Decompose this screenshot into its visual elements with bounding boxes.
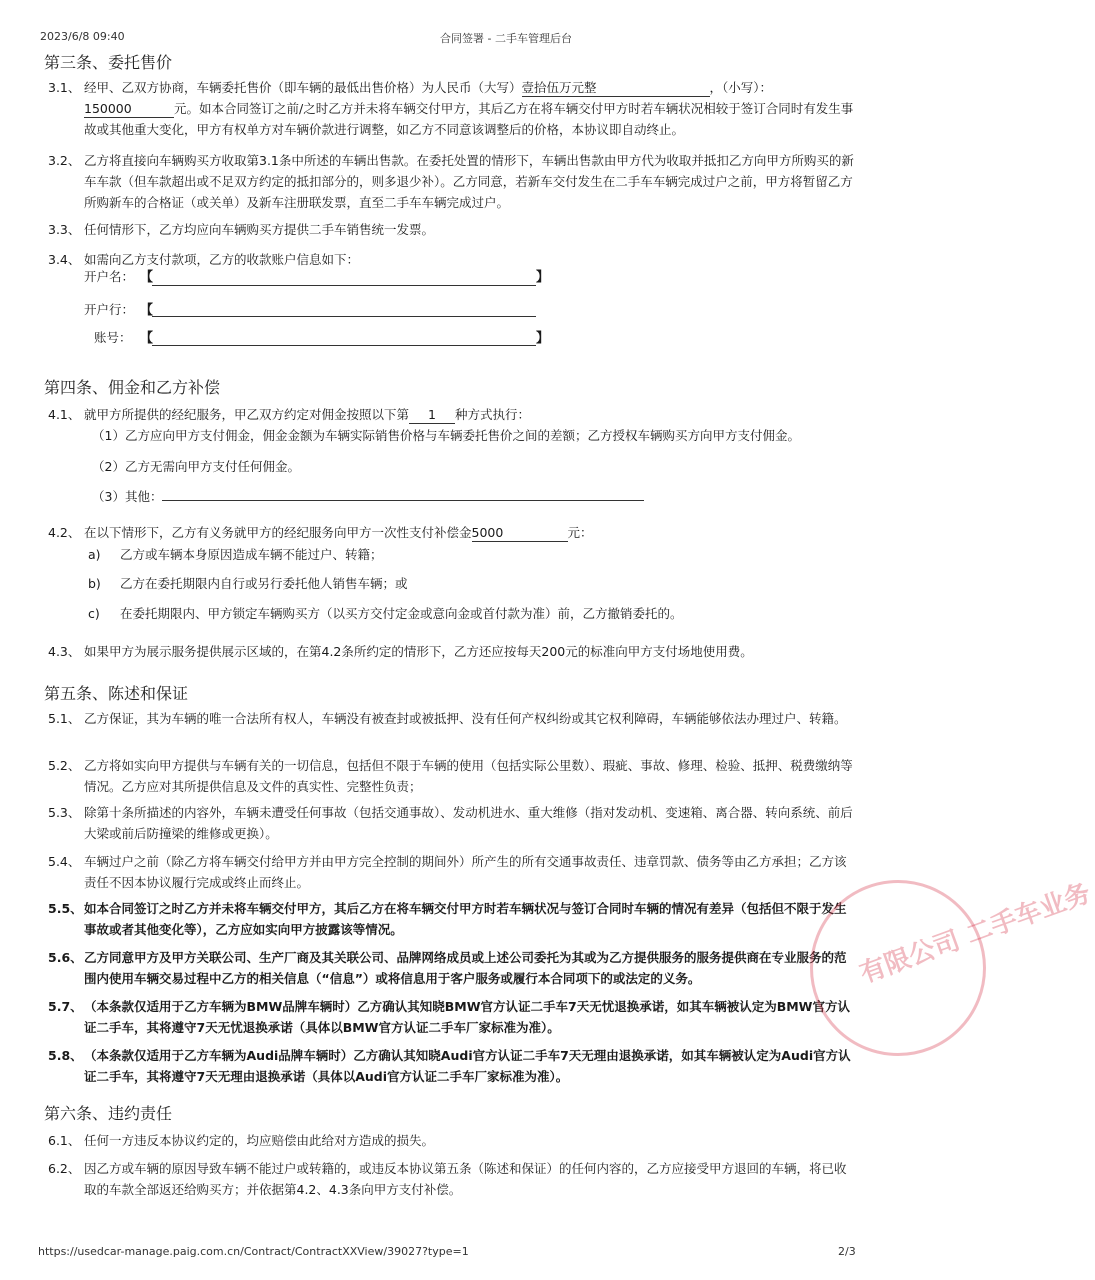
clause-5-2 (48, 755, 858, 797)
clause-text: （本条款仅适用于乙方车辆为Audi品牌车辆时）乙方确认其知晓Audi官方认证二手车7天无理由退换承诺，如其车辆被认定为Audi官方认证二手车，其将遵守7天无理由退换承诺（具体以Audi官方认证二手车厂家标准为准）。 (84, 1048, 851, 1084)
clause-text: 如果甲方为展示服务提供展示区域的，在第4.2条所约定的情形下，乙方还应按每天200元的标准向甲方支付场地使用费。 (84, 644, 753, 659)
list-item-a: 乙方或车辆本身原因造成车辆不能过户、转籍； (120, 547, 383, 562)
compensation-amount-field: 5000 (472, 525, 568, 542)
account-bank-label: 开户行： (84, 302, 135, 317)
clause-text: 除第十条所描述的内容外，车辆未遭受任何事故（包括交通事故）、发动机进水、重大维修（指对发动机、变速箱、离合器、转向系统、前后大梁或前后防撞梁的维修或更换）。 (84, 805, 853, 841)
clause-text: 种方式执行： (455, 407, 531, 422)
amount-upper-field: 壹拾伍万元整 (522, 80, 710, 97)
clause-3-1 (48, 77, 858, 140)
clause-text: 乙方将直接向车辆购买方收取第3.1条中所述的车辆出售款。在委托处置的情形下，车辆出售款由甲方代为收取并抵扣乙方向甲方所购买的新车车款（但车款超出或不足双方约定的抵扣部分的，则多退少补）。乙方同意，若新车交付发生在二手车车辆完成过户之前，甲方将暂留乙方所购新车的合格证（或关单）及新车注册联发票，直至二手车车辆完成过户。 (84, 153, 854, 210)
company-seal (810, 878, 1095, 1056)
list-label-c: c) (88, 606, 100, 621)
clause-4-2 (48, 522, 858, 543)
clause-number: 5.4、 (48, 854, 81, 869)
account-name-line (152, 285, 536, 286)
clause-4-1 (48, 404, 858, 425)
clause-3-3 (48, 219, 858, 240)
commission-option-2: （2）乙方无需向甲方支付任何佣金。 (92, 459, 300, 474)
clause-text: 任何情形下，乙方均应向车辆购买方提供二手车销售统一发票。 (84, 222, 435, 237)
clause-3-2 (48, 150, 858, 213)
bracket-open: 【 (140, 270, 154, 285)
other-option-line (162, 500, 644, 501)
bracket-open: 【 (140, 303, 154, 318)
clause-number: 5.3、 (48, 805, 81, 820)
page-url: https://usedcar-manage.paig.com.cn/Contract/ContractXXView/39027?type=1 (38, 1245, 469, 1258)
article-3-title: 第三条、委托售价 (44, 53, 173, 72)
account-number-line (152, 345, 536, 346)
bracket-close: 】 (536, 331, 550, 346)
clause-text: 乙方同意甲方及甲方关联公司、生产厂商及其关联公司、品牌网络成员或上述公司委托为其或为乙方提供服务的服务提供商在专业服务的范围内使用车辆交易过程中乙方的相关信息（“信息”）或将信息用于客户服务或履行本合同项下的或法定的义务。 (84, 950, 847, 986)
clause-text: 元： (567, 525, 593, 540)
clause-number: 4.1、 (48, 407, 81, 422)
clause-text: 经甲、乙双方协商，车辆委托售价（即车辆的最低出售价格）为人民币（大写） (84, 80, 522, 95)
clause-5-6 (48, 947, 858, 989)
clause-text: 因乙方或车辆的原因导致车辆不能过户或转籍的，或违反本协议第五条（陈述和保证）的任何内容的，乙方应接受甲方退回的车辆，将已收取的车款全部返还给购买方；并依据第4.2、4.3条向甲方支付补偿。 (84, 1161, 847, 1197)
account-number-label: 账号： (94, 330, 132, 345)
account-name-label: 开户名： (84, 269, 135, 284)
article-4-title: 第四条、佣金和乙方补偿 (44, 378, 221, 397)
article-5-title: 第五条、陈述和保证 (44, 684, 189, 703)
list-label-a: a) (88, 547, 101, 562)
clause-4-3 (48, 641, 858, 662)
clause-number: 6.1、 (48, 1133, 81, 1148)
article-6-title: 第六条、违约责任 (44, 1104, 173, 1123)
print-datetime: 2023/6/8 09:40 (40, 30, 125, 43)
page-number: 2/3 (838, 1245, 856, 1258)
clause-text: ，（小写）： (709, 80, 773, 95)
clause-6-2 (48, 1158, 858, 1200)
clause-number: 3.2、 (48, 153, 81, 168)
clause-number: 6.2、 (48, 1161, 81, 1176)
clause-number: 5.8、 (48, 1048, 83, 1063)
clause-number: 5.2、 (48, 758, 81, 773)
amount-lower-field: 150000 (84, 101, 174, 118)
clause-number: 3.3、 (48, 222, 81, 237)
bracket-close: 】 (536, 270, 550, 285)
clause-number: 4.3、 (48, 644, 81, 659)
clause-number: 3.4、 (48, 252, 81, 267)
list-item-b: 乙方在委托期限内自行或另行委托他人销售车辆；或 (120, 576, 408, 591)
list-label-b: b) (88, 576, 101, 591)
seal-text: 有限公司 二手车业务 (856, 878, 1095, 990)
clause-number: 3.1、 (48, 80, 81, 95)
clause-5-4 (48, 851, 858, 893)
clause-number: 5.5、 (48, 901, 83, 916)
list-item-c: 在委托期限内、甲方锁定车辆购买方（以买方交付定金或意向金或首付款为准）前，乙方撤销委托的。 (120, 606, 683, 621)
clause-text: 如本合同签订之时乙方并未将车辆交付甲方，其后乙方在将车辆交付甲方时若车辆状况与签订合同时车辆的情况有差异（包括但不限于发生事故或者其他变化等），乙方应如实向甲方披露该等情况。 (84, 901, 847, 937)
account-bank-line (152, 316, 536, 317)
clause-text: （本条款仅适用于乙方车辆为BMW品牌车辆时）乙方确认其知晓BMW官方认证二手车7天无忧退换承诺，如其车辆被认定为BMW官方认证二手车，其将遵守7天无忧退换承诺（具体以BMW官方认证二手车厂家标准为准）。 (84, 999, 850, 1035)
clause-number: 5.6、 (48, 950, 83, 965)
clause-text: 车辆过户之前（除乙方将车辆交付给甲方并由甲方完全控制的期间外）所产生的所有交通事故责任、违章罚款、债务等由乙方承担；乙方该责任不因本协议履行完成或终止而终止。 (84, 854, 847, 890)
clause-5-8 (48, 1045, 858, 1087)
clause-text: 就甲方所提供的经纪服务，甲乙双方约定对佣金按照以下第 (84, 407, 410, 422)
clause-5-1 (48, 708, 858, 729)
clause-3-4 (48, 249, 858, 270)
clause-text: 如需向乙方支付款项，乙方的收款账户信息如下： (84, 252, 360, 267)
commission-option-1: （1）乙方应向甲方支付佣金，佣金金额为车辆实际销售价格与车辆委托售价之间的差额；乙方授权车辆购买方向甲方支付佣金。 (92, 428, 800, 443)
commission-option-field: 1 (409, 407, 455, 424)
print-page-title: 合同签署 - 二手车管理后台 (440, 32, 572, 45)
clause-text: 元。如本合同签订之前/之时乙方并未将车辆交付甲方，其后乙方在将车辆交付甲方时若车辆状况相较于签订合同时有发生事故或其他重大变化，甲方有权单方对车辆价款进行调整，如乙方不同意该调整后的价格，本协议即自动终止。 (84, 101, 854, 137)
clause-5-3 (48, 802, 858, 844)
clause-number: 5.7、 (48, 999, 83, 1014)
clause-text: 乙方保证，其为车辆的唯一合法所有权人，车辆没有被查封或被抵押、没有任何产权纠纷或其它权利障碍，车辆能够依法办理过户、转籍。 (84, 711, 847, 726)
clause-5-7 (48, 996, 858, 1038)
clause-text: 在以下情形下，乙方有义务就甲方的经纪服务向甲方一次性支付补偿金 (84, 525, 472, 540)
clause-number: 4.2、 (48, 525, 81, 540)
clause-text: 任何一方违反本协议约定的，均应赔偿由此给对方造成的损失。 (84, 1133, 435, 1148)
commission-option-3: （3）其他： (92, 489, 163, 504)
clause-5-5 (48, 898, 858, 940)
clause-number: 5.1、 (48, 711, 81, 726)
clause-text: 乙方将如实向甲方提供与车辆有关的一切信息，包括但不限于车辆的使用（包括实际公里数）、瑕疵、事故、修理、检验、抵押、税费缴纳等情况。乙方应对其所提供信息及文件的真实性、完整性负责； (84, 758, 853, 794)
clause-6-1 (48, 1130, 858, 1151)
bracket-open: 【 (140, 331, 154, 346)
